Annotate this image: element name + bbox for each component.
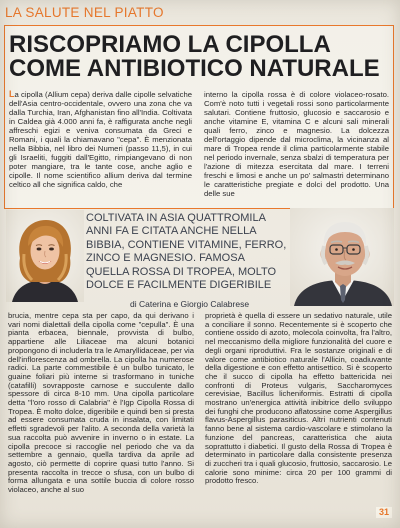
page-number: 31 [376,507,392,518]
article-title [9,33,380,81]
section-label: LA SALUTE NEL PIATTO [5,5,164,20]
author-photo-man [290,208,394,306]
article-title-line: COME ANTIBIOTICO NATURALE [9,55,380,82]
pull-quote: COLTIVATA IN ASIA QUATTROMILA ANNI FA E CITATA ANCHE NELLA BIBBIA, CONTIENE VITAMINE, FERRO, ZINCO E MAGNESIO. FAMOSA QUELLA ROSSA DI TROPEA, MOLTO DOLCE E FACILMENTE DIGERIBILE [86,212,287,292]
article-column-top-left: La cipolla (Allium cepa) deriva dalle cipolle selvatiche dell'Asia centro-occidentale, ovvero una zona che va dalla Turchia, Iran, Afghanistan fino all'India. Coltivata in Caldea già 4.000 anni fa, è raffigurata anche negli affreschi egizi e veniva consumata da Greci e Romani, i quali la chiamavano "cepa". È menzionata nella Bibbia, nel libro dei Numeri (passo 11,5), in cui gli Israeliti, fuggiti dall'Egitto, rimpiangevano di non poter mangiare, tra le tante cose, anche aglio e cipolle. Il nome scientifico allium deriva dal termine celtico all che significa caldo, che [9,89,192,189]
author-photo-woman [6,210,84,302]
article-column-bottom-right: proprietà è quella di essere un sedativo naturale, utile a conciliare il sonno. Recentemente si è scoperto che contiene ossido di azoto, molecola coinvolta, fra l'altro, nel meccanismo della migliore funzionalità del cuore e degli organi riproduttivi. Fra le sostanze originali e di valore come antibiotico naturale l'Allicin, coadiuvante della digestione e con effetto antisettico. Si è scoperto che il succo di cipolla ha effetto battericida nei confronti di Proteus vulgaris, Saccharomyces cerevisiae, Bacillus licheniformis. Estratti di cipolla mostrano un'energica attività inibitrice dello sviluppo dei funghi che producono aflatossine come Aspergillus flavus-Aspergillus parasiticus. Altri nutrienti contenuti fanno bene al sistema cardio-vascolare e stimolano la funzione del pancreas, caratteristica che aiuta soprattutto i diabetici. Il gusto della Rossa di Tropea è determinato in particolare dalla consistente presenza di zuccheri tra i quali glucosio, fruttosio, saccarosio. Le calorie sono minime: circa 20 per 100 grammi di prodotto fresco. [205,311,392,486]
article-column-top-right: interno la cipolla rossa è di colore violaceo-rosato. Com'è noto tutti i vegetali rossi sono particolarmente salutari. Contiene fruttosio, glucosio e saccarosio e anche vitamine E, vitamina C e alcuni sali minerali quali ferro, zinco e magnesio. La dolcezza dell'ortaggio dipende dal microclima, la vicinanza al mare di Tropea rende il clima particolarmente stabile nel periodo invernale, senza sbalzi di temperatura per l'azione di mitezza esercitata dal mare. I terreni freschi e limosi e anche un po' salmastri determinano le caratteristiche pregiate e dolci del prodotto. Una delle sue [204,90,389,198]
article-column-bottom-left: brucia, mentre cepa sta per capo, da qui derivano i vari nomi dialettali della cipolla come "cepulla". È una pianta erbacea, biennale, provvista di bulbo, appartiene alle Liliaceae ma alcuni botanici propongono di includerla tra le Amaryllidaceae, per via dell'inflorescenza ad ombrella. La cipolla ha numerose radici. La parte commestibile è un bulbo tunicato, le guaine foliari più interne si trasformano in tuniche (catafilli) sovrapposte carnose e succulente dallo spessore di circa 8-10 mm. Una cipolla particolare detta "l'oro rosso di Calabria" è l'Igp Cipolla Rossa di Tropea. È molto dolce, digeribile e quindi ben si presta ad essere consumata cruda in insalata, con limitati effetti sgradevoli per l'alito. A seconda della varietà la sua raccolta può avvenire in inverno o in estate. La cipolla precoce si raccoglie nel periodo che va da settembre a gennaio, quella tardiva da aprile ad agosto, ciò permette di coprire quasi tutto l'anno. Si presenta raccolta in trecce o sfusa, con un bulbo di forma allungata e una sottile buccia di colore rosso violaceo, anche al suo [8,311,194,495]
article-title-line: RISCOPRIAMO LA CIPOLLA [9,31,331,58]
byline: di Caterina e Giorgio Calabrese [130,299,250,309]
